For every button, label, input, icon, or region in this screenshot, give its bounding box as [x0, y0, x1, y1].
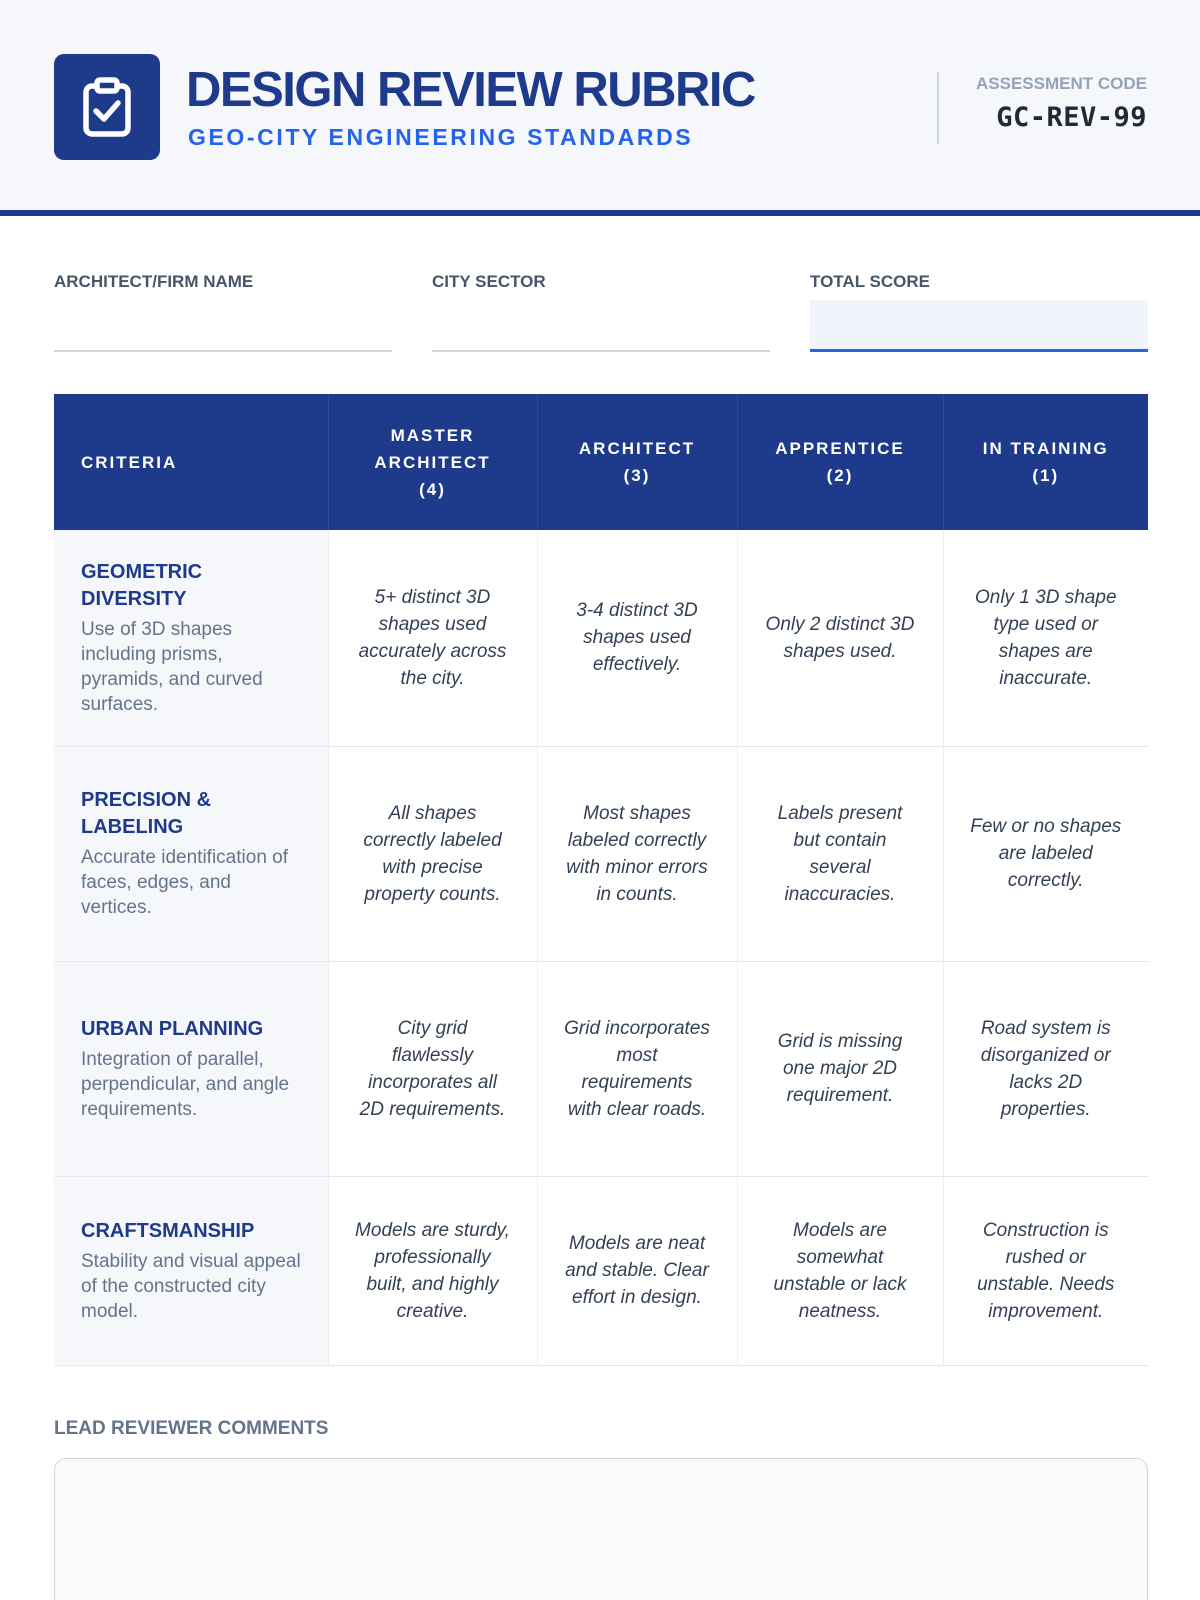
rubric-header-row — [54, 394, 1148, 530]
rubric-cell[interactable]: 3-4 distinct 3D shapes used effectively. — [537, 530, 737, 746]
level-name: IN TRAINING — [982, 439, 1109, 458]
rubric-table — [54, 394, 1148, 1366]
level-points: (2) — [826, 466, 854, 485]
table-row — [54, 746, 1148, 961]
comments-textarea[interactable] — [54, 1458, 1148, 1600]
architect-field — [54, 272, 392, 292]
architect-input[interactable] — [54, 300, 392, 352]
criteria-column-header: CRITERIA — [54, 394, 328, 530]
rubric-cell[interactable]: All shapes correctly labeled with precise property counts. — [328, 746, 537, 961]
rubric-cell[interactable]: Most shapes labeled correctly with minor errors in counts. — [537, 746, 737, 961]
criteria-name: CRAFTSMANSHIP — [81, 1219, 255, 1242]
rubric-cell[interactable]: 5+ distinct 3D shapes used accurately across the city. — [328, 530, 537, 746]
rubric-cell[interactable]: Grid is missing one major 2D requirement. — [737, 961, 943, 1176]
level-header-architect — [537, 394, 737, 530]
level-points: (1) — [1032, 466, 1060, 485]
level-name: ARCHITECT — [578, 439, 696, 458]
rubric-cell[interactable]: Grid incorporates most requirements with clear roads. — [537, 961, 737, 1176]
criteria-description: Use of 3D shapes including prisms, pyramids, and curved surfaces. — [81, 618, 263, 715]
rubric-cell[interactable]: City grid flawlessly incorporates all 2D requirements. — [328, 961, 537, 1176]
criteria-name: URBAN PLANNING — [81, 1017, 264, 1040]
criteria-description: Accurate identification of faces, edges, and vertices. — [81, 847, 289, 918]
rubric-cell[interactable]: Road system is disorganized or lacks 2D properties. — [943, 961, 1148, 1176]
criteria-cell — [54, 530, 328, 746]
rubric-cell[interactable]: Models are sturdy, professionally built, and highly creative. — [328, 1176, 537, 1365]
criteria-description: Stability and visual appeal of the constructed city model. — [81, 1250, 301, 1322]
level-header-apprentice — [737, 394, 943, 530]
criteria-name: PRECISION & LABELING — [81, 789, 212, 838]
criteria-name: GEOMETRIC DIVERSITY — [81, 560, 203, 610]
header-divider — [937, 72, 939, 144]
score-input[interactable] — [810, 300, 1148, 352]
page-title: DESIGN REVIEW RUBRIC — [186, 63, 755, 117]
level-header-in-training — [943, 394, 1148, 530]
page-header — [0, 0, 1200, 216]
rubric-cell[interactable]: Labels present but contain several inaccuracies. — [737, 746, 943, 961]
sector-input[interactable] — [432, 300, 770, 352]
rubric-cell[interactable]: Only 1 3D shape type used or shapes are inaccurate. — [943, 530, 1148, 746]
architect-field-label: ARCHITECT/FIRM NAME — [54, 272, 254, 291]
rubric-cell[interactable]: Construction is rushed or unstable. Needs improvement. — [943, 1176, 1148, 1365]
clipboard-check-icon — [54, 54, 160, 160]
level-name: MASTER ARCHITECT — [374, 425, 491, 472]
criteria-description: Integration of parallel, perpendicular, and angle requirements. — [81, 1048, 290, 1120]
level-name: APPRENTICE — [775, 439, 905, 458]
table-row — [54, 1176, 1148, 1365]
rubric-cell[interactable]: Only 2 distinct 3D shapes used. — [737, 530, 943, 746]
table-row — [54, 961, 1148, 1176]
comments-label: LEAD REVIEWER COMMENTS — [54, 1418, 329, 1439]
score-field-label: TOTAL SCORE — [810, 272, 930, 291]
sector-field-label: CITY SECTOR — [432, 272, 546, 291]
table-row — [54, 530, 1148, 746]
level-header-master-architect — [328, 394, 537, 530]
criteria-cell — [54, 746, 328, 961]
assessment-code-value: GC-REV-99 — [996, 102, 1147, 133]
page-subtitle: GEO-CITY ENGINEERING STANDARDS — [188, 124, 694, 150]
criteria-cell — [54, 1176, 328, 1365]
level-points: (4) — [419, 479, 446, 499]
sector-field — [432, 272, 770, 292]
rubric-cell[interactable]: Models are neat and stable. Clear effort in design. — [537, 1176, 737, 1365]
criteria-cell — [54, 961, 328, 1176]
level-points: (3) — [623, 466, 651, 485]
rubric-cell[interactable]: Models are somewhat unstable or lack neatness. — [737, 1176, 943, 1365]
assessment-code-label: ASSESSMENT CODE — [976, 74, 1147, 93]
score-field — [810, 272, 1148, 292]
rubric-cell[interactable]: Few or no shapes are labeled correctly. — [943, 746, 1148, 961]
